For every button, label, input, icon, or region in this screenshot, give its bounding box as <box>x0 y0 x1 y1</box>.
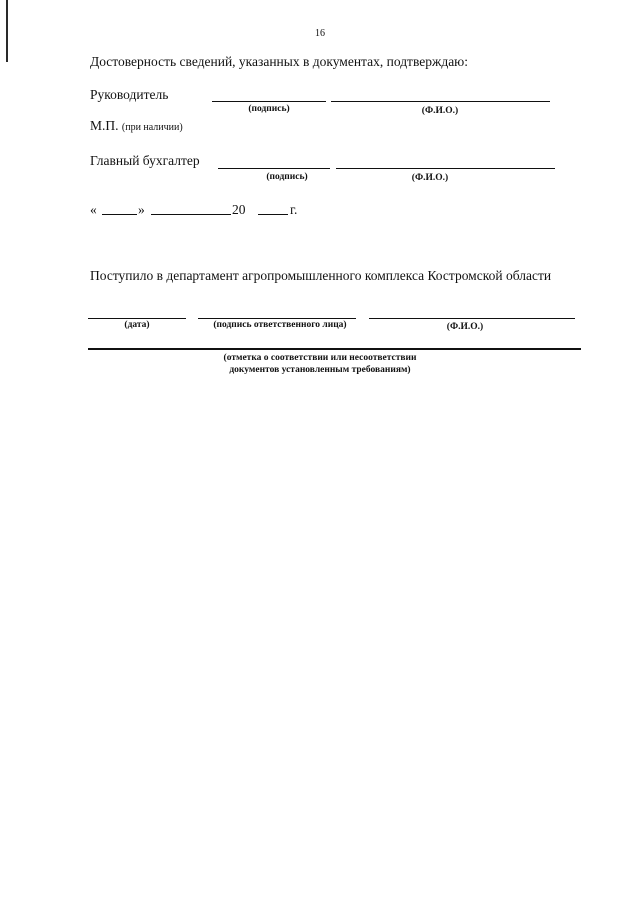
chief-accountant-label: Главный бухгалтер <box>90 153 200 168</box>
date-year-suffix: г. <box>290 202 298 217</box>
date-year-prefix: 20 <box>232 202 246 217</box>
date-month-line[interactable] <box>151 214 231 215</box>
date-open-quote: « <box>90 202 97 217</box>
head-label: Руководитель <box>90 87 169 102</box>
received-statement: Поступило в департамент агропромышленного комплекса Костромской области <box>90 268 552 283</box>
head-name-line[interactable] <box>331 101 550 102</box>
stamp-note: (при наличии) <box>121 122 183 133</box>
confirmation-statement: Достоверность сведений, указанных в документах, подтверждаю: <box>90 54 469 69</box>
head-signature-line[interactable] <box>212 101 326 102</box>
received-date-caption: (дата) <box>124 320 150 330</box>
received-name-caption: (Ф.И.О.) <box>446 322 484 332</box>
stamp-abbreviation: М.П. <box>90 118 119 133</box>
head-name-caption: (Ф.И.О.) <box>421 106 459 116</box>
chief-accountant-signature-caption: (подпись) <box>266 172 308 182</box>
date-day-line[interactable] <box>102 214 137 215</box>
received-name-line[interactable] <box>369 318 575 319</box>
page-number: 16 <box>315 28 325 39</box>
compliance-note-line-2: документов установленным требованиям) <box>229 365 411 375</box>
chief-accountant-name-caption: (Ф.И.О.) <box>411 173 449 183</box>
date-close-quote: » <box>138 202 145 217</box>
head-signature-caption: (подпись) <box>248 104 290 114</box>
stamp-label <box>90 118 183 134</box>
compliance-mark-line[interactable] <box>88 348 581 350</box>
received-signature-line[interactable] <box>198 318 356 319</box>
compliance-note-line-1: (отметка о соответствии или несоответствии <box>223 353 417 363</box>
compliance-note <box>0 352 640 376</box>
received-signature-caption: (подпись ответственного лица) <box>213 320 347 330</box>
chief-accountant-name-line[interactable] <box>336 168 555 169</box>
received-date-line[interactable] <box>88 318 186 319</box>
date-year-line[interactable] <box>258 214 288 215</box>
chief-accountant-signature-line[interactable] <box>218 168 330 169</box>
